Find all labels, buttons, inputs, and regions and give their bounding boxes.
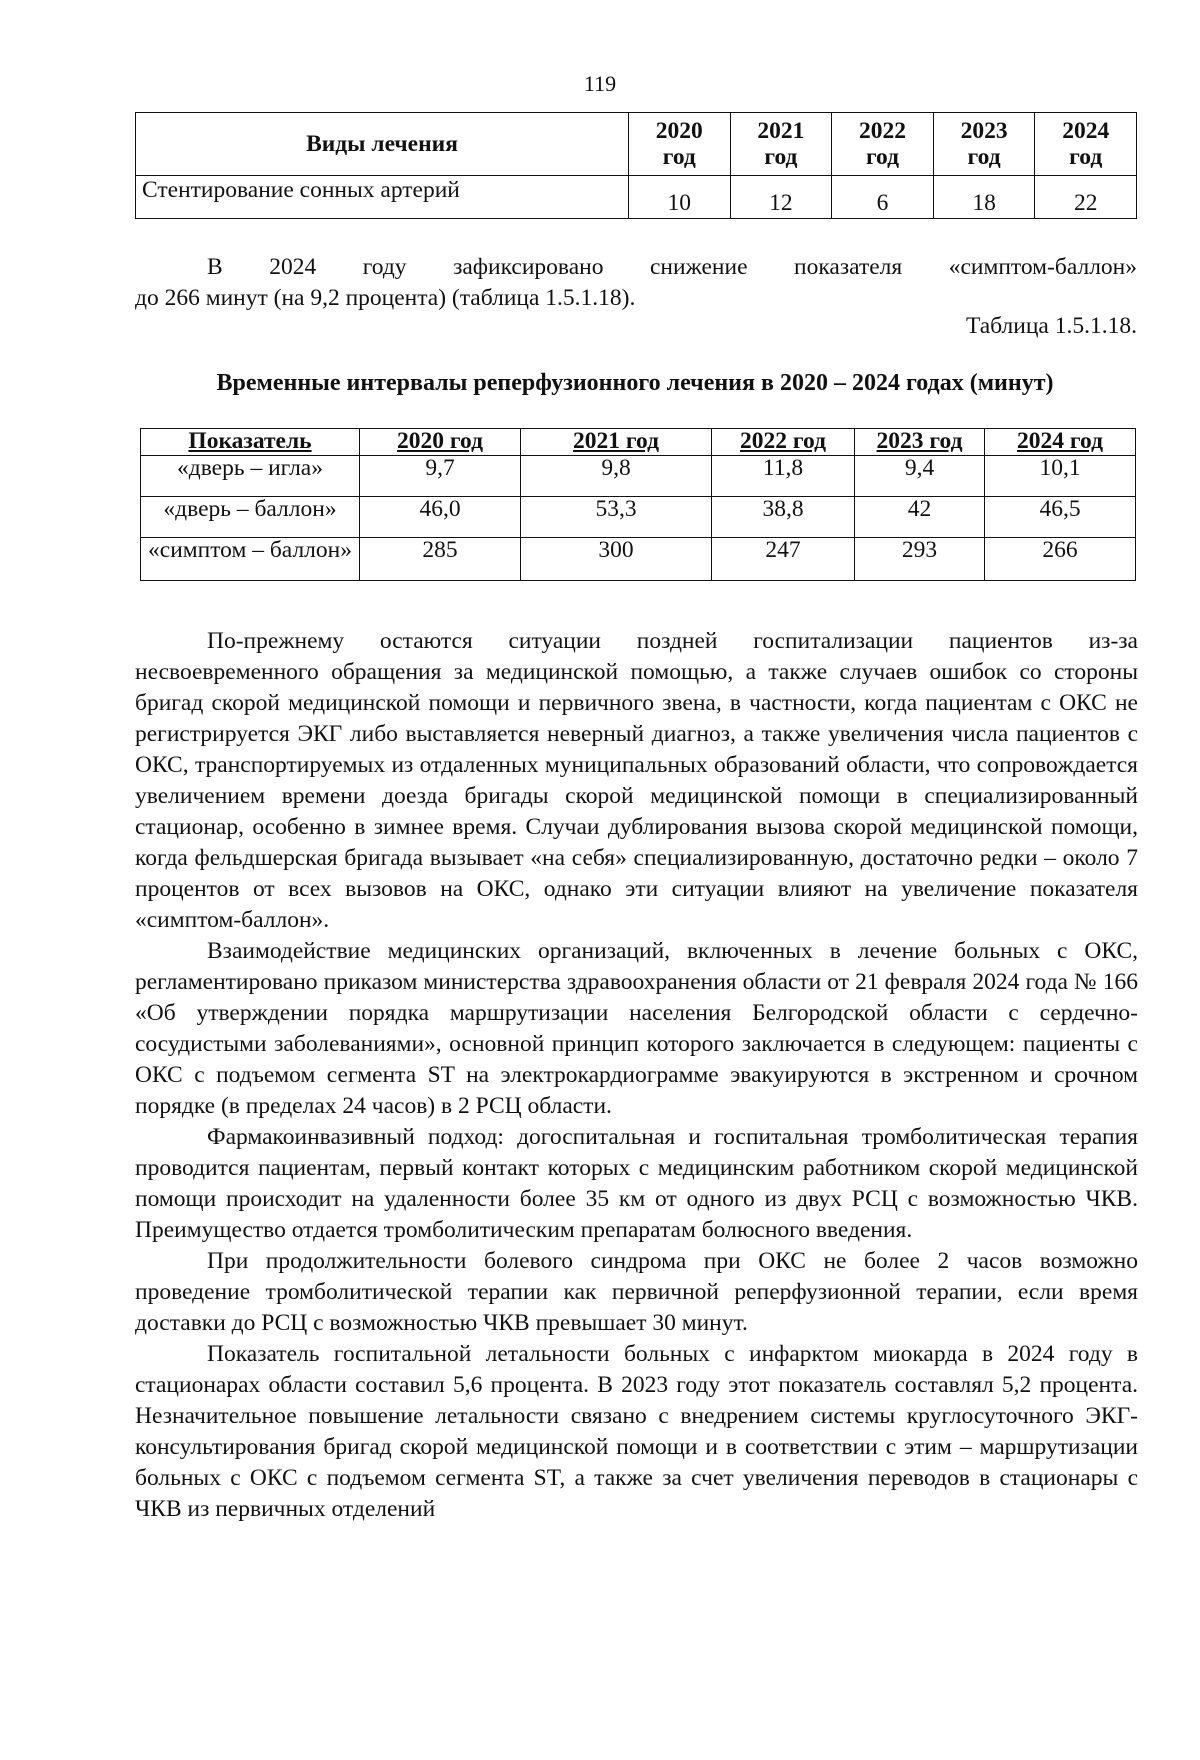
table-cell: 46,5	[985, 497, 1136, 538]
table-cell: 9,4	[855, 456, 985, 497]
paragraph: По-прежнему остаются ситуации поздней госпитализации пациентов из-за несвоевременного обращения за медицинской помощью, а также случаев ошибок со стороны бригад скорой медицинской помощи и первичного звена, в частности, когда пациентам с ОКС не регистрируется ЭКГ либо выставляется неверный диагноз, а также увеличения числа пациентов с ОКС, транспортируемых из отдаленных муниципальных образований области, что сопровождается увеличением времени доезда бригады скорой медицинской помощи в специализированный стационар, особенно в зимнее время. Случаи дублирования вызова скорой медицинской помощи, когда фельдшерская бригада вызывает «на себя» специализированную, достаточно редки – около 7 процентов от всех вызовов на ОКС, однако эти ситуации влияют на увеличение показателя «симптом-баллон».	[135, 628, 1138, 933]
header-year: 2024	[1062, 118, 1110, 144]
column-header: 2021 год	[521, 429, 712, 456]
column-header	[629, 113, 731, 176]
row-label: «симптом – баллон»	[141, 538, 360, 581]
body-text	[135, 626, 1138, 1525]
column-header	[832, 113, 934, 176]
table-cell: 9,8	[521, 456, 712, 497]
table-row	[136, 176, 1137, 219]
column-header: Показатель	[141, 429, 360, 456]
intro-line: В 2024 году зафиксировано снижение показателя «симптом-баллон»	[207, 254, 1137, 280]
table-cell: 266	[985, 538, 1136, 581]
table-cell: 38,8	[712, 497, 855, 538]
table-title: Временные интервалы реперфузионного лечения в 2020 – 2024 годах (минут)	[216, 370, 1054, 396]
table-header-row	[141, 429, 1136, 456]
header-year: 2020	[655, 118, 703, 144]
row-label: Стентирование сонных артерий	[136, 176, 629, 219]
column-header	[933, 113, 1035, 176]
reperfusion-intervals-table	[140, 428, 1136, 581]
row-label: «дверь – игла»	[141, 456, 360, 497]
table-row	[141, 456, 1136, 497]
paragraph: Взаимодействие медицинских организаций, включенных в лечение больных с ОКС, регламентировано приказом министерства здравоохранения области от 21 февраля 2024 года № 166 «Об утверждении порядка маршрутизации населения Белгородской области с сердечно-сосудистыми заболеваниями», основной принцип которого заключается в следующем: пациенты с ОКС с подъемом сегмента ST на электрокардиограмме эвакуируются в экстренном и срочном порядке (в пределах 24 часов) в 2 РСЦ области.	[135, 938, 1138, 1119]
table-cell: 11,8	[712, 456, 855, 497]
table-cell: 6	[832, 176, 934, 219]
table-cell: 12	[730, 176, 832, 219]
header-year-unit: год	[1069, 144, 1103, 170]
table-cell: 247	[712, 538, 855, 581]
table-cell: 10,1	[985, 456, 1136, 497]
paragraph: При продолжительности болевого синдрома при ОКС не более 2 часов возможно проведение тромболитической терапии как первичной реперфузионной терапии, если время доставки до РСЦ с возможностью ЧКВ превышает 30 минут.	[135, 1248, 1138, 1336]
table-cell: 46,0	[360, 497, 521, 538]
header-year-unit: год	[967, 144, 1001, 170]
page-number: 119	[583, 71, 617, 96]
table-row	[141, 538, 1136, 581]
intro-line: до 266 минут (на 9,2 процента) (таблица 1.5.1.18).	[135, 285, 636, 311]
intro-paragraph	[135, 252, 1137, 314]
paragraph: Показатель госпитальной летальности больных с инфарктом миокарда в 2024 году в стационарах области составил 5,6 процента. В 2023 году этот показатель составлял 5,2 процента. Незначительное повышение летальности связано с внедрением системы круглосуточного ЭКГ-консультирования бригад скорой медицинской помощи и в соответствии с этим – маршрутизации больных с ОКС с подъемом сегмента ST, а также за счет увеличения переводов в стационары с ЧКВ из первичных отделений	[135, 1341, 1138, 1522]
column-header: 2023 год	[855, 429, 985, 456]
column-header	[730, 113, 832, 176]
header-year: 2021	[757, 118, 805, 144]
column-header: 2022 год	[712, 429, 855, 456]
table-cell: 53,3	[521, 497, 712, 538]
table-cell: 9,7	[360, 456, 521, 497]
header-year-unit: год	[865, 144, 899, 170]
header-year: 2022	[858, 118, 906, 144]
paragraph: Фармакоинвазивный подход: догоспитальная и госпитальная тромболитическая терапия проводится пациентам, первый контакт которых с медицинским работником скорой медицинской помощи происходит на удаленности более 35 км от одного из двух РСЦ с возможностью ЧКВ. Преимущество отдается тромболитическим препаратам болюсного введения.	[135, 1124, 1138, 1243]
table-header-row	[136, 113, 1137, 176]
table-cell: 300	[521, 538, 712, 581]
column-header: 2024 год	[985, 429, 1136, 456]
table-cell: 18	[933, 176, 1035, 219]
table-label: Таблица 1.5.1.18.	[965, 313, 1137, 339]
column-header: 2020 год	[360, 429, 521, 456]
column-header	[1035, 113, 1137, 176]
column-header: Виды лечения	[136, 113, 629, 176]
table-cell: 285	[360, 538, 521, 581]
table-cell: 10	[629, 176, 731, 219]
treatment-types-table	[135, 112, 1137, 219]
header-year: 2023	[960, 118, 1008, 144]
header-year-unit: год	[662, 144, 696, 170]
header-year-unit: год	[764, 144, 798, 170]
table-cell: 42	[855, 497, 985, 538]
row-label: «дверь – баллон»	[141, 497, 360, 538]
table-cell: 293	[855, 538, 985, 581]
table-row	[141, 497, 1136, 538]
table-cell: 22	[1035, 176, 1137, 219]
